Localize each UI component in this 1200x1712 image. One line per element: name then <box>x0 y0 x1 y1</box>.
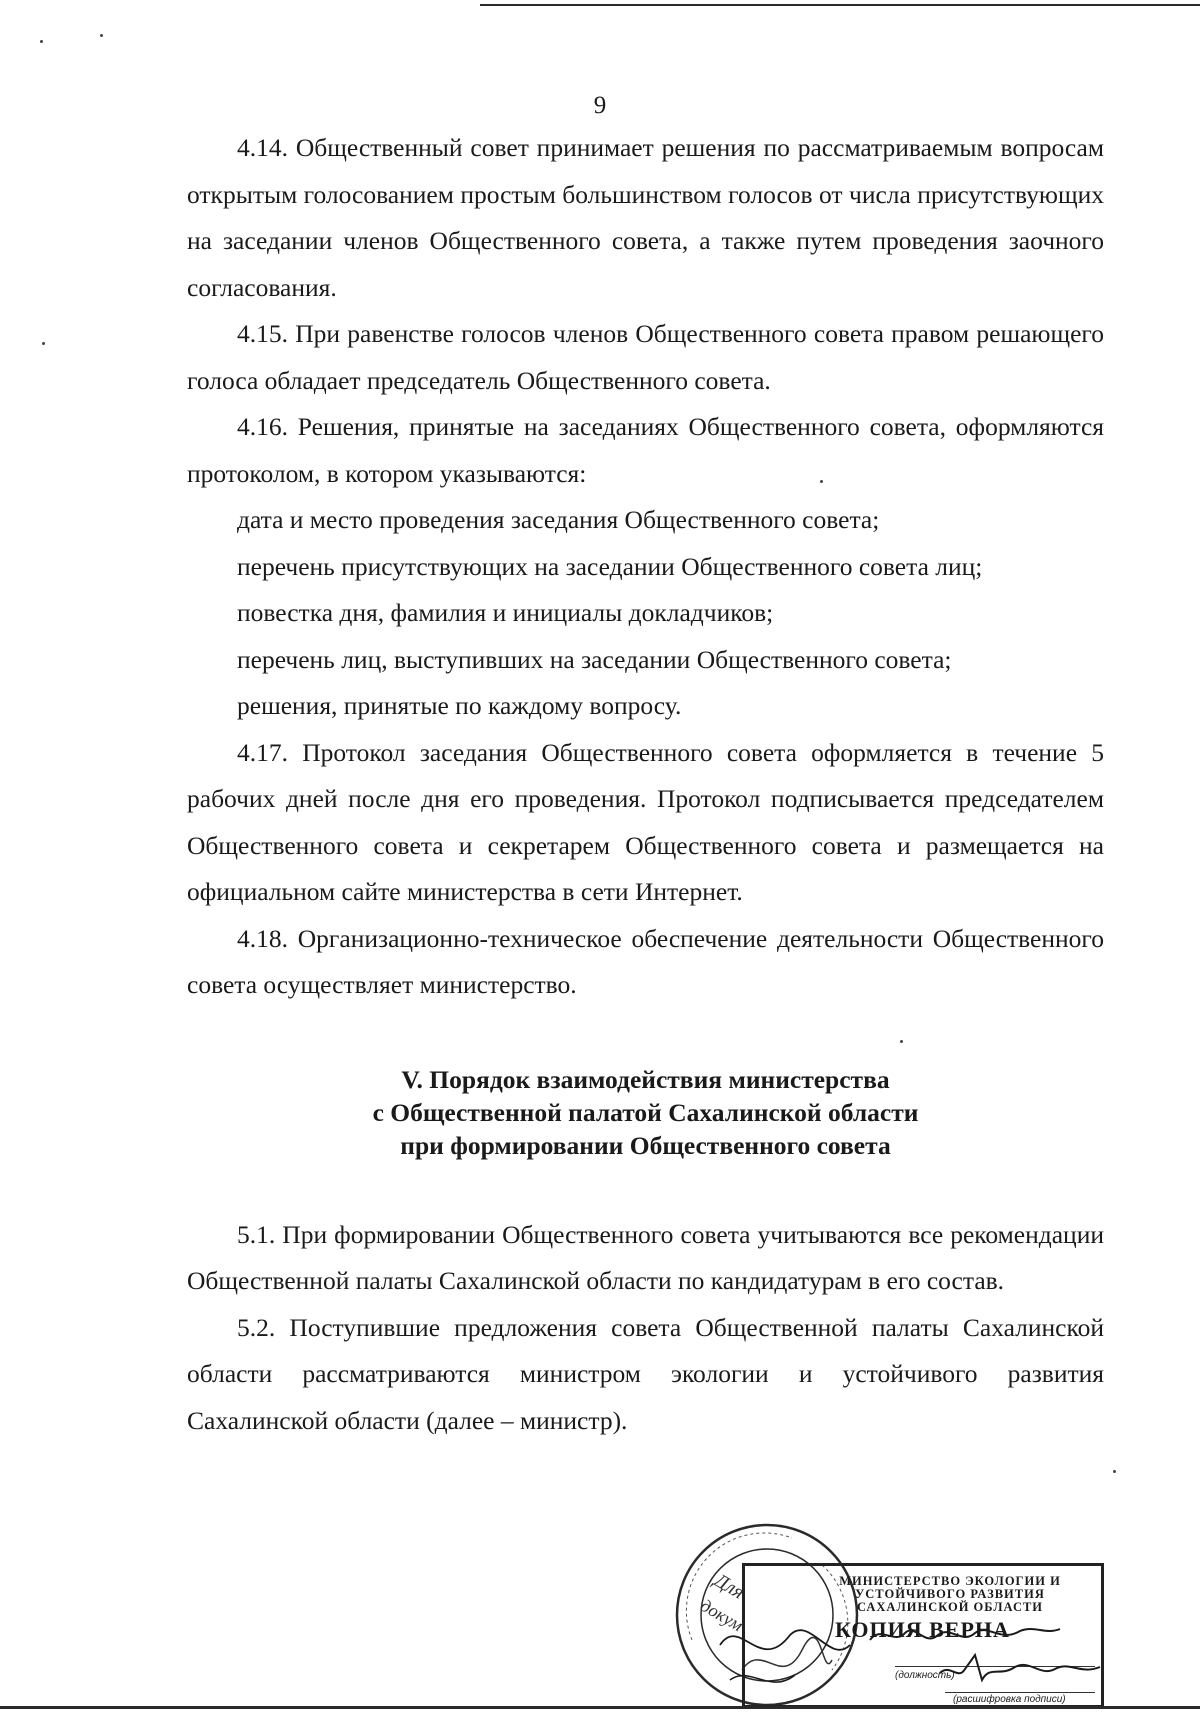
paragraph-4-17: 4.17. Протокол заседания Общественного совета оформляется в течение 5 рабочих дней после дня его проведения. Протокол подписывается председателем Общественного совета и секретарем Общественного совета и размещается на официальном сайте министерства в сети Интернет. <box>187 737 1104 906</box>
list-item: решения, принятые по каждому вопросу. <box>237 691 682 720</box>
paragraph-4-15: 4.15. При равенстве голосов членов Общественного совета правом решающего голоса обладает председатель Общественного совета. <box>187 319 1104 395</box>
paragraph-5-1: 5.1. При формировании Общественного совета учитываются все рекомендации Общественной палаты Сахалинской области по кандидатурам в его состав. <box>187 1219 1104 1295</box>
document-body <box>187 125 1104 1444</box>
stamp-caption-position: (должность) <box>895 1670 955 1681</box>
stamp-text-line: МИНИСТЕРСТВО ЭКОЛОГИИ И <box>839 1574 1061 1588</box>
scan-speck <box>900 1040 903 1043</box>
scan-speck <box>40 40 43 43</box>
list-item: перечень лиц, выступивших на заседании Общественного совета; <box>237 644 952 674</box>
paragraph-5-2: 5.2. Поступившие предложения совета Общественной палаты Сахалинской области рассматриваются министром экологии и устойчивого развития Сахалинской области (далее – министр). <box>187 1312 1104 1435</box>
list-item: дата и место проведения заседания Общественного совета; <box>237 505 880 534</box>
page-number: 9 <box>593 92 607 119</box>
paragraph-4-16: 4.16. Решения, принятые на заседаниях Общественного совета, оформляются протоколом, в котором указываются: <box>187 412 1104 488</box>
paragraph-4-14: 4.14. Общественный совет принимает решения по рассматриваемым вопросам открытым голосованием простым большинством голосов от числа присутствующих на заседании членов Общественного совета, а также путем проведения заочного согласования. <box>187 133 1104 302</box>
handwritten-signature-icon <box>700 1585 1120 1705</box>
stamp-title: КОПИЯ ВЕРНА <box>835 1617 1010 1642</box>
svg-text:докум: докум <box>697 1595 747 1636</box>
scan-speck <box>100 34 103 37</box>
section-heading <box>187 1063 1104 1162</box>
heading-line: при формировании Общественного совета <box>400 1130 891 1160</box>
heading-line: V. Порядок взаимодействия министерства <box>401 1064 890 1094</box>
paragraph-4-18: 4.18. Организационно-техническое обеспечение деятельности Общественного совета осуществляет министерство. <box>187 923 1104 999</box>
list-item: повестка дня, фамилия и инициалы докладчиков; <box>237 598 774 627</box>
scan-speck <box>1113 1470 1116 1473</box>
top-rule <box>480 4 1200 6</box>
bottom-rule <box>0 1706 1200 1709</box>
stamp-caption-signature: (расшифровка подписи) <box>953 1694 1066 1705</box>
svg-text:Для: Для <box>710 1569 749 1604</box>
scan-speck <box>42 342 45 345</box>
list-item: перечень присутствующих на заседании Общественного совета лиц; <box>237 551 983 581</box>
stamp-text-line: УСТОЙЧИВОГО РАЗВИТИЯ <box>855 1587 1045 1601</box>
heading-line: с Общественной палатой Сахалинской области <box>372 1097 919 1127</box>
stamp-text-line: САХАЛИНСКОЙ ОБЛАСТИ <box>856 1600 1044 1614</box>
scan-speck <box>820 480 823 483</box>
